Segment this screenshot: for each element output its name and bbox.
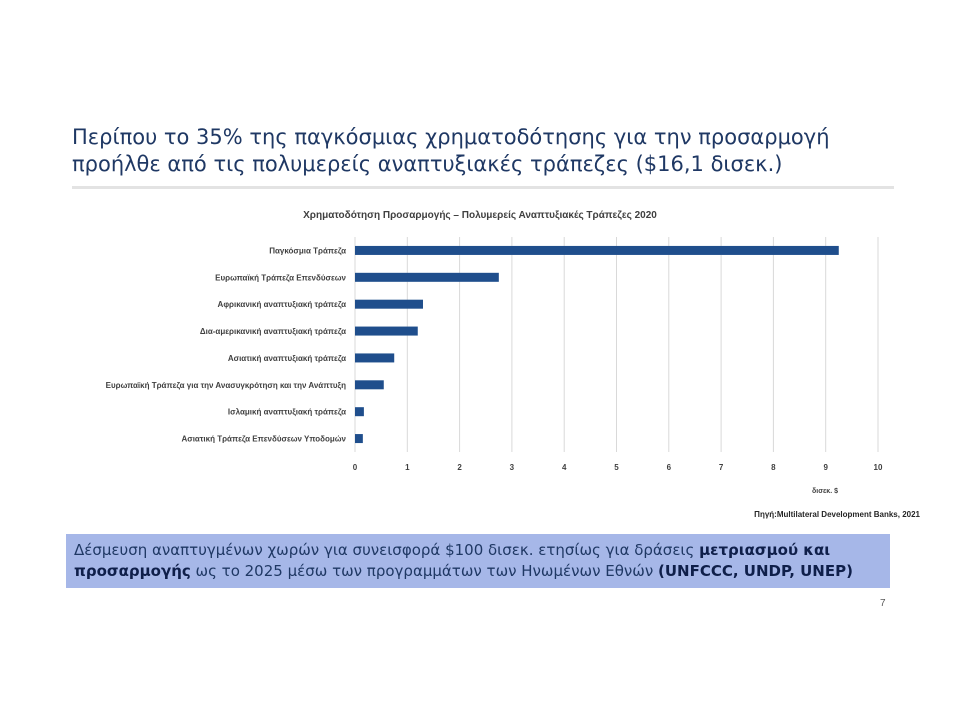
category-label: Παγκόσμια Τράπεζα	[269, 246, 346, 256]
chart-title: Χρηματοδότηση Προσαρμογής – Πολυμερείς Αναπτυξιακές Τράπεζες 2020	[303, 210, 657, 221]
x-axis-label: δισεκ. $	[812, 488, 838, 495]
bar	[355, 246, 839, 255]
category-label: Ευρωπαϊκή Τράπεζα για την Ανασυγκρότηση και την Ανάπτυξη	[105, 380, 346, 390]
x-tick-label: 1	[405, 463, 410, 472]
category-label: Δια-αμερικανική αναπτυξιακή τράπεζα	[199, 327, 346, 337]
x-tick-label: 10	[873, 463, 883, 472]
bar	[355, 353, 394, 362]
bar	[355, 327, 418, 336]
x-tick-label: 8	[771, 463, 776, 472]
source-note: Πηγή:Multilateral Development Banks, 2021	[754, 510, 920, 519]
callout-bold-text: μετριασμού και προσαρμογής	[74, 541, 831, 580]
category-label: Ασιατική Τράπεζα Επενδύσεων Υποδομών	[181, 434, 346, 444]
x-tick-label: 7	[718, 463, 724, 472]
category-label: Αφρικανική αναπτυξιακή τράπεζα	[217, 300, 346, 310]
category-label: Ασιατική αναπτυξιακή τράπεζα	[227, 353, 346, 363]
slide-title: Περίπου το 35% της παγκόσμιας χρηματοδότησης για την προσαρμογή προήλθε από τις πολυμερείς αναπτυξιακές τράπεζες ($16,1 δισεκ.)	[72, 125, 830, 176]
category-label: Ισλαμική αναπτυξιακή τράπεζα	[227, 407, 346, 417]
x-tick-label: 2	[457, 463, 462, 472]
callout-box	[66, 534, 890, 588]
x-tick-label: 5	[614, 463, 619, 472]
x-tick-label: 0	[352, 463, 358, 472]
bar	[355, 434, 363, 443]
bar	[355, 407, 364, 416]
page-number: 7	[880, 598, 886, 609]
x-tick-label: 9	[823, 463, 828, 472]
bar	[355, 380, 384, 389]
x-tick-label: 6	[666, 463, 672, 472]
category-label: Ευρωπαϊκή Τράπεζα Επενδύσεων	[215, 273, 346, 283]
bar	[355, 273, 499, 282]
x-tick-label: 3	[509, 463, 515, 472]
x-tick-label: 4	[561, 463, 567, 472]
callout-text-2: ως το 2025 μέσω των προγραμμάτων των Ηνωμένων Εθνών	[190, 562, 658, 580]
callout-text-1: Δέσμευση αναπτυγμένων χωρών για συνεισφορά $100 δισεκ. ετησίως για δράσεις	[74, 541, 700, 559]
bar	[355, 300, 423, 309]
callout-bodies-text: (UNFCCC, UNDP, UNEP)	[657, 562, 853, 580]
